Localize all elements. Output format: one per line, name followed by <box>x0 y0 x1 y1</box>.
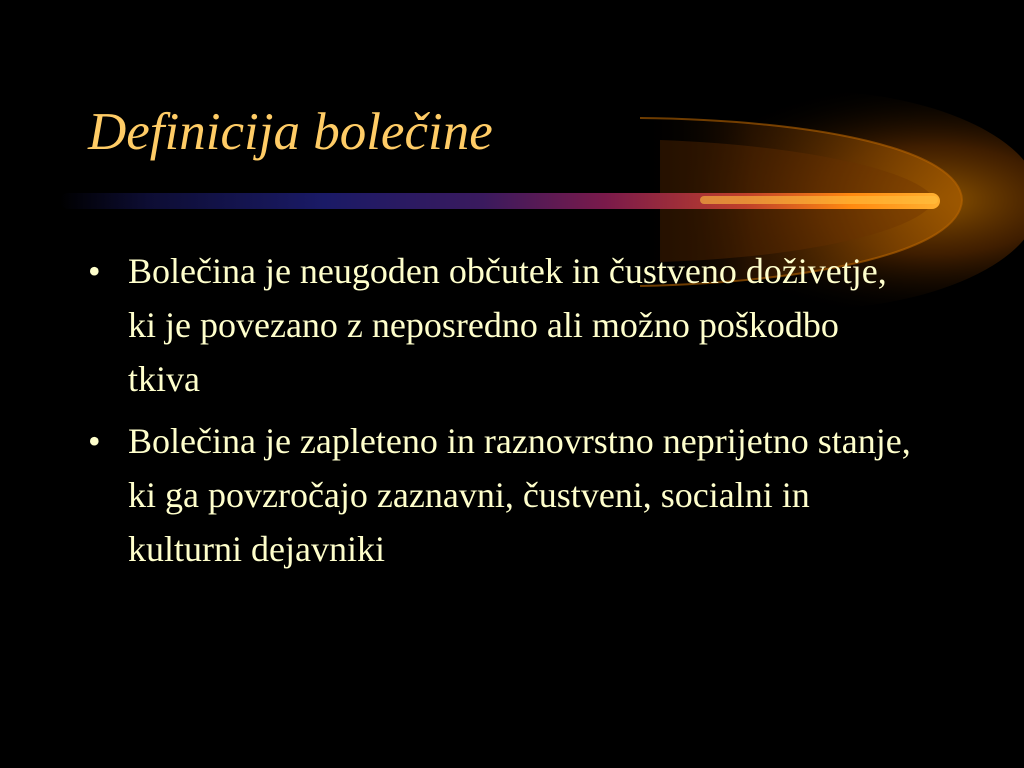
bullet-icon: • <box>88 421 101 461</box>
slide-title: Definicija bolečine <box>88 103 493 161</box>
bullet-text: Bolečina je neugoden občutek in čustveno doživetje, ki je povezano z neposredno ali možno poškodbo tkiva <box>128 251 887 399</box>
bullet-item <box>88 244 918 406</box>
bullet-icon: • <box>88 251 101 291</box>
bullet-text: Bolečina je zapleteno in raznovrstno neprijetno stanje, ki ga povzročajo zaznavni, čustveni, socialni in kulturni dejavniki <box>128 421 911 569</box>
bullet-list <box>88 244 918 584</box>
bullet-item <box>88 414 918 576</box>
